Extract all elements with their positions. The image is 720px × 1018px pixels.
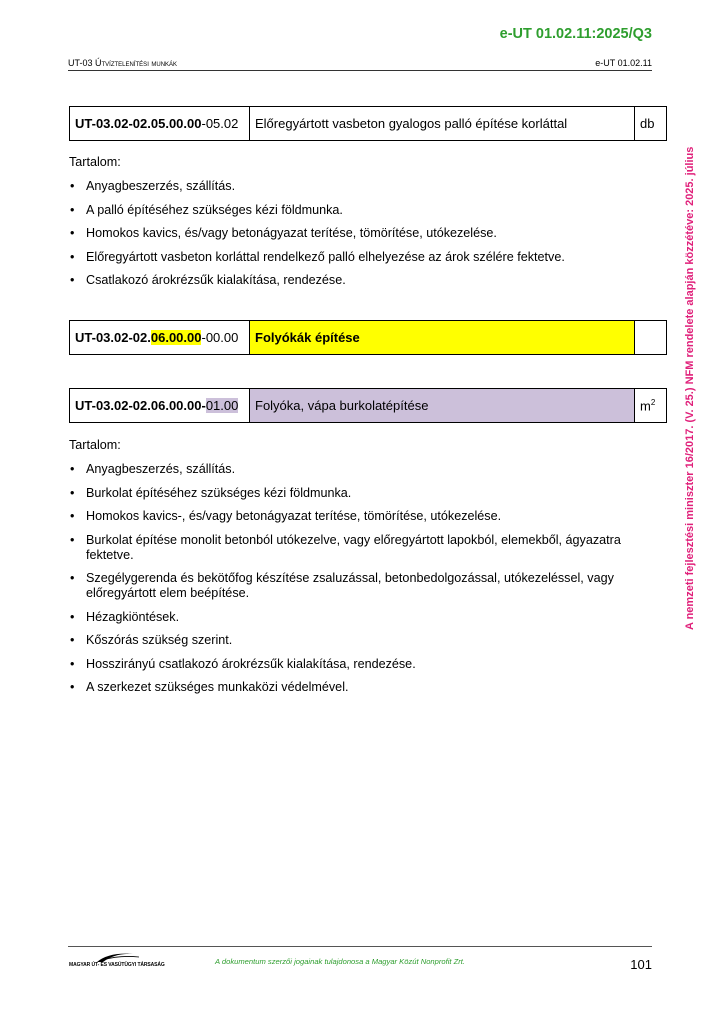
footer-divider [68, 946, 652, 947]
item-unit-cell: db [635, 107, 667, 141]
list-item: • A palló építéséhez szükséges kézi földmunka. [69, 203, 654, 218]
unit-text: m [640, 398, 651, 414]
unit-exponent: 2 [650, 397, 656, 407]
item-code-table-2 [69, 388, 667, 423]
list-item: • Előregyártott vasbeton korláttal rendelkező palló elhelyezése az árok szélére fektetve. [69, 250, 654, 265]
copyright-note: A dokumentum szerzői jogainak tulajdonosa a Magyar Közút Nonprofit Zrt. [215, 957, 466, 966]
item-content-1 [69, 155, 654, 297]
list-item: • Burkolat építése monolit betonból utókezelve, vagy előregyártott lapokból, elemekből, ágyazatra fektetve. [69, 533, 654, 563]
content-title: Tartalom: [69, 438, 121, 452]
item-code-suffix: -05.02 [201, 116, 239, 131]
header-doc-ref: e-UT 01.02.11 [595, 58, 652, 68]
side-publication-note: A nemzeti fejlesztési miniszter 16/2017. (V. 25.) NFM rendelete alapján közzétéve: 2025. július [684, 146, 696, 630]
list-item: • A szerkezet szükséges munkaközi védelmével. [69, 680, 654, 695]
group-code-prefix: UT-03.02-02. [75, 330, 151, 345]
list-item: • Hosszirányú csatlakozó árokrézsűk kialakítása, rendezése. [69, 657, 654, 672]
content-title: Tartalom: [69, 155, 121, 169]
list-item: • Burkolat építéséhez szükséges kézi földmunka. [69, 486, 654, 501]
list-item: • Szegélygerenda és bekötőfog készítése zsaluzással, betonbedolgozással, utókezeléssel, vagy előregyártott elem beépítése. [69, 571, 654, 601]
content-list [69, 462, 654, 695]
list-item: • Anyagbeszerzés, szállítás. [69, 179, 654, 194]
item-code-cell [70, 107, 250, 141]
list-item: • Anyagbeszerzés, szállítás. [69, 462, 654, 477]
group-code-cell [70, 321, 250, 355]
item-unit-cell [635, 389, 667, 423]
item-code-main: UT-03.02-02.05.00.00 [75, 116, 202, 131]
chapter-name: Útvíztelenítési munkák [95, 58, 178, 68]
logo-text: MAGYAR ÚT- ÉS VASÚTÜGYI TÁRSASÁG [69, 962, 165, 968]
list-item: • Homokos kavics-, és/vagy betonágyazat terítése, tömörítése, utókezelése. [69, 509, 654, 524]
item-code-cell [70, 389, 250, 423]
item-code-main: UT-03.02-02.06.00.00- [75, 398, 206, 413]
list-item: • Csatlakozó árokrézsűk kialakítása, rendezése. [69, 273, 654, 288]
item-code-table-1 [69, 106, 667, 141]
chapter-prefix: UT-03 [68, 58, 96, 68]
item-title-cell: Előregyártott vasbeton gyalogos palló építése korláttal [250, 107, 635, 141]
content-list [69, 179, 654, 288]
list-item: • Hézagkiöntések. [69, 610, 654, 625]
group-title-cell: Folyókák építése [250, 321, 635, 355]
group-code-highlight: 06.00.00 [150, 330, 202, 345]
page-number: 101 [630, 957, 652, 972]
list-item: • Kőszórás szükség szerint. [69, 633, 654, 648]
header-divider [68, 70, 652, 71]
group-unit-cell [635, 321, 667, 355]
document-code: e-UT 01.02.11:2025/Q3 [499, 26, 652, 42]
item-title-cell: Folyóka, vápa burkolatépítése [250, 389, 635, 423]
group-code-suffix: -00.00 [201, 330, 239, 345]
group-code-table [69, 320, 667, 355]
item-content-2 [69, 438, 654, 704]
society-logo [69, 950, 165, 969]
chapter-title [68, 58, 177, 68]
list-item: • Homokos kavics, és/vagy betonágyazat terítése, tömörítése, utókezelése. [69, 226, 654, 241]
item-code-highlight: 01.00 [205, 398, 239, 413]
